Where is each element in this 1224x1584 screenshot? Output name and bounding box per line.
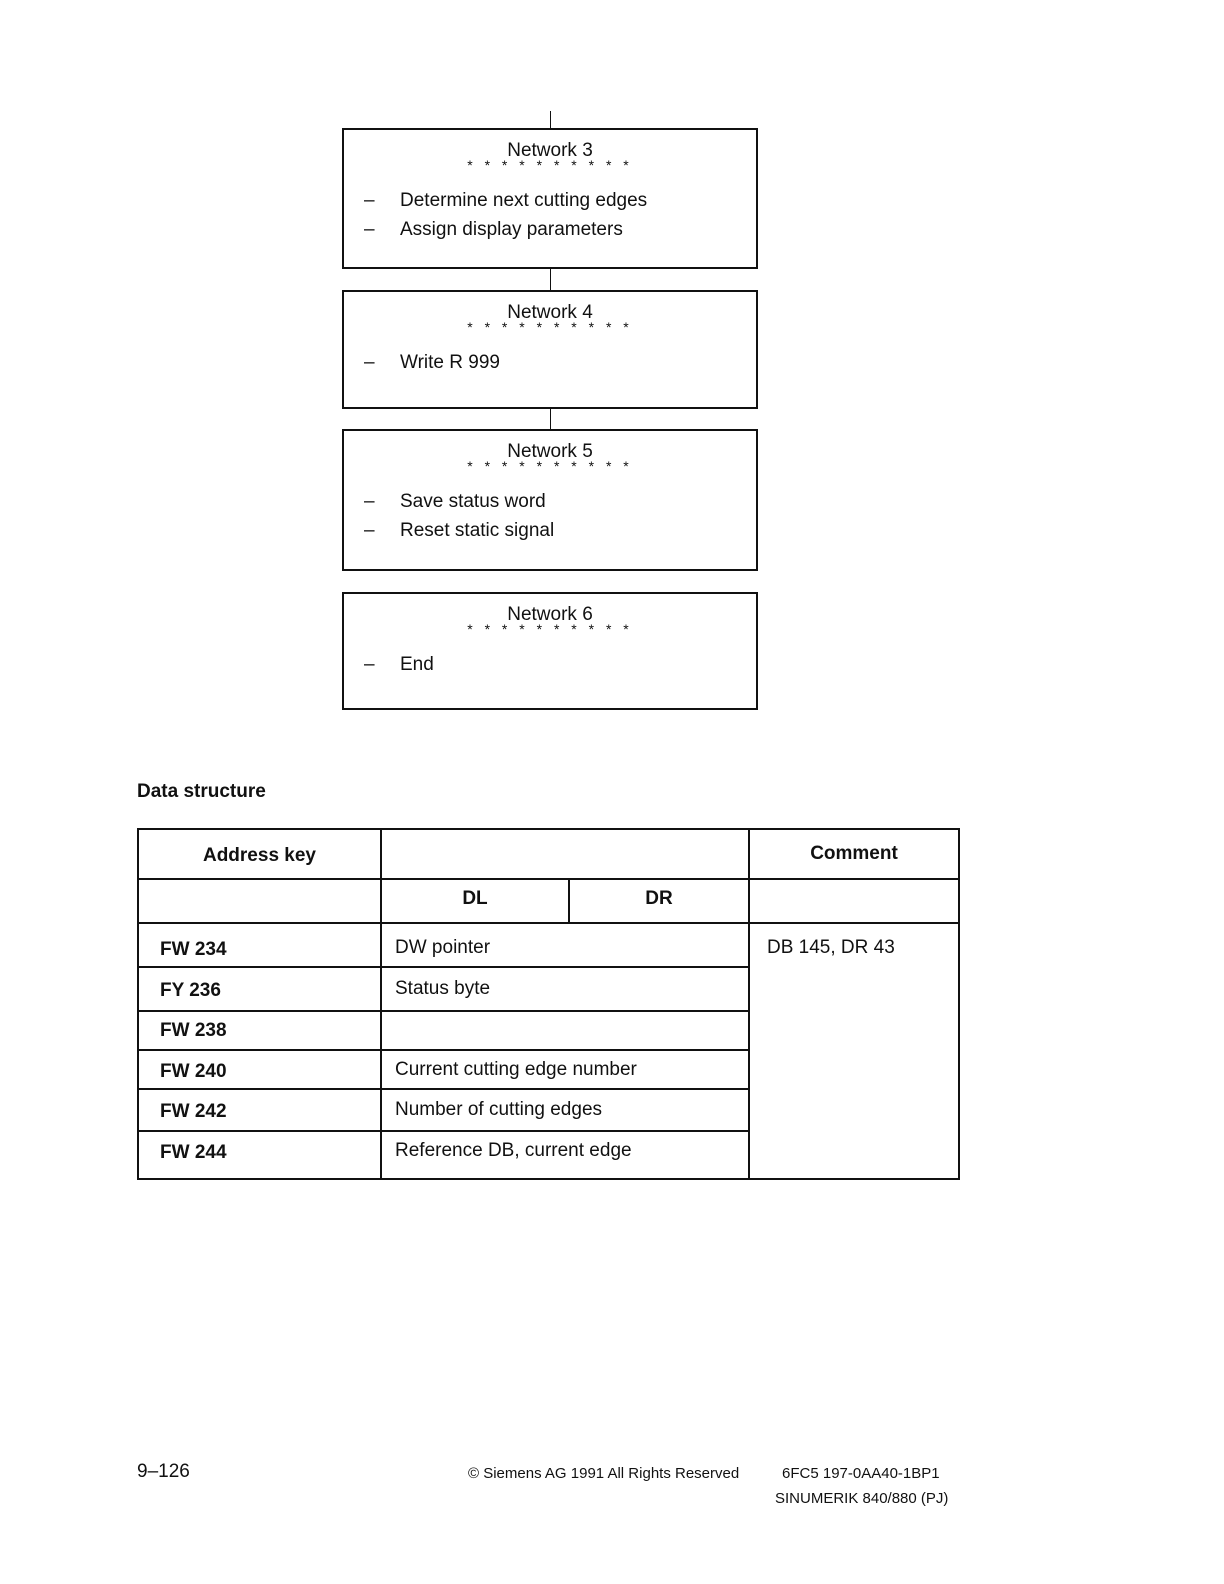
item-text: Write R 999 [400, 352, 500, 373]
item-text: Save status word [400, 491, 546, 512]
copyright: © Siemens AG 1991 All Rights Reserved [468, 1465, 740, 1482]
data-structure-table [137, 828, 960, 1180]
section-heading: Data structure [137, 781, 266, 802]
connector-4-5 [550, 408, 551, 430]
header-comment: Comment [810, 843, 898, 864]
table-rule [137, 1049, 750, 1051]
item-text: Reset static signal [400, 520, 555, 541]
connector-top [550, 111, 551, 129]
order-number: 6FC5 197-0AA40-1BP1 [782, 1465, 940, 1482]
bullet-dash: – [364, 491, 375, 512]
network-4-box [342, 290, 758, 409]
network-5-box [342, 429, 758, 571]
table-rule [137, 966, 750, 968]
table-rule [380, 828, 382, 1180]
network-title: Network 3 [507, 140, 593, 161]
connector-3-4 [550, 268, 551, 291]
header-dl: DL [462, 888, 488, 909]
bullet-dash: – [364, 352, 375, 373]
network-stars: * * * * * * * * * * [467, 458, 633, 474]
row-description: Reference DB, current edge [395, 1140, 632, 1161]
bullet-dash: – [364, 219, 375, 240]
row-address: FW 238 [160, 1020, 227, 1041]
row-description: Number of cutting edges [395, 1099, 603, 1120]
bullet-dash: – [364, 520, 375, 541]
row-address: FW 244 [160, 1142, 227, 1163]
row-address: FW 234 [160, 939, 227, 960]
network-stars: * * * * * * * * * * [467, 621, 633, 637]
page-number: 9–126 [137, 1461, 190, 1482]
table-rule [748, 828, 750, 1180]
product-name: SINUMERIK 840/880 (PJ) [775, 1490, 949, 1507]
network-title: Network 4 [507, 302, 593, 323]
bullet-dash: – [364, 190, 375, 211]
table-rule [137, 878, 960, 880]
comment-cell: DB 145, DR 43 [767, 937, 895, 958]
row-address: FW 240 [160, 1061, 227, 1082]
item-text: Determine next cutting edges [400, 190, 648, 211]
item-text: Assign display parameters [400, 219, 623, 240]
header-dr: DR [645, 888, 673, 909]
item-text: End [400, 654, 434, 675]
bullet-dash: – [364, 654, 375, 675]
network-stars: * * * * * * * * * * [467, 157, 633, 173]
row-address: FW 242 [160, 1101, 227, 1122]
network-3-box [342, 128, 758, 269]
row-address: FY 236 [160, 980, 221, 1001]
row-description: Current cutting edge number [395, 1059, 637, 1080]
table-rule [137, 1088, 750, 1090]
table-rule [137, 1130, 750, 1132]
table-rule [137, 922, 960, 924]
row-description: Status byte [395, 978, 491, 999]
network-6-box [342, 592, 758, 710]
network-title: Network 6 [507, 604, 593, 625]
network-title: Network 5 [507, 441, 593, 462]
row-description: DW pointer [395, 937, 491, 958]
table-rule [137, 1010, 750, 1012]
header-address-key: Address key [202, 845, 316, 866]
network-stars: * * * * * * * * * * [467, 319, 633, 335]
